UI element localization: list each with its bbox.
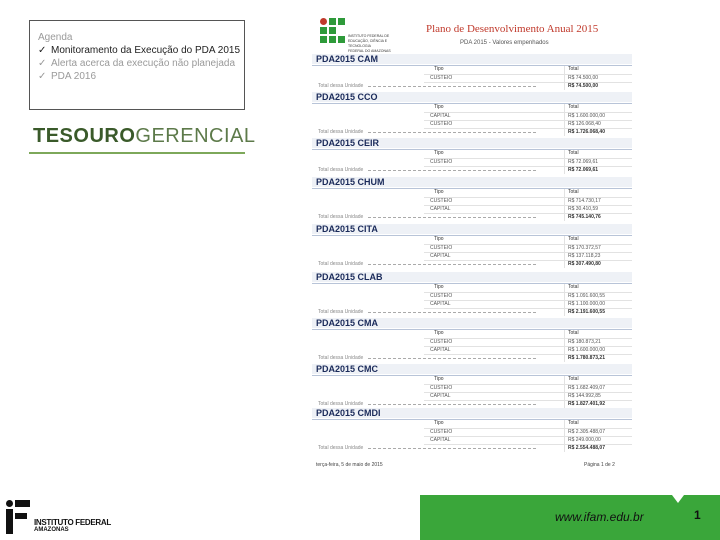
col-tipo-header: Tipo	[434, 150, 444, 156]
row-total: R$ 1.091.600,55	[568, 293, 605, 299]
unit-divider	[312, 235, 632, 236]
col-tipo-header: Tipo	[434, 104, 444, 110]
col-tipo-header: Tipo	[434, 330, 444, 336]
gerencial-text: GERENCIAL	[135, 124, 256, 147]
unit-total-label: Total dessa Unidade	[318, 261, 364, 267]
row-tipo: CUSTEIO	[430, 159, 453, 165]
table-row-line	[424, 82, 632, 83]
row-total: R$ 2.305.488,07	[568, 429, 605, 435]
row-total: R$ 137.118,23	[568, 253, 601, 259]
col-total-header: Total	[568, 66, 579, 72]
row-tipo: CAPITAL	[430, 347, 451, 353]
unit-total-value: R$ 1.827.401,92	[568, 401, 605, 407]
unit-divider	[312, 375, 632, 376]
unit-divider	[312, 419, 632, 420]
col-separator	[564, 150, 565, 174]
row-total: R$ 144.992,85	[568, 393, 601, 399]
report-footer-date: terça-feira, 5 de maio de 2015	[316, 462, 383, 468]
total-leader	[368, 86, 536, 87]
unit-title: PDA2015 CMC	[316, 364, 379, 374]
row-tipo: CUSTEIO	[430, 293, 453, 299]
row-total: R$ 1.100.000,00	[568, 301, 605, 307]
total-leader	[368, 170, 536, 171]
row-tipo: CUSTEIO	[430, 339, 453, 345]
col-total-header: Total	[568, 330, 579, 336]
instituto-federal-mark-icon	[6, 500, 30, 534]
row-tipo: CAPITAL	[430, 113, 451, 119]
total-leader	[368, 404, 536, 405]
row-total: R$ 126.068,40	[568, 121, 601, 127]
table-row-line	[424, 74, 632, 75]
unit-title: PDA2015 CLAB	[316, 272, 383, 282]
tesouro-gerencial-logo	[29, 120, 256, 154]
footer-org-line2: AMAZONAS	[34, 527, 69, 533]
agenda-title: Agenda	[38, 32, 73, 43]
unit-divider	[312, 188, 632, 189]
row-tipo: CAPITAL	[430, 393, 451, 399]
unit-total-label: Total dessa Unidade	[318, 83, 364, 89]
unit-total-value: R$ 2.191.600,55	[568, 309, 605, 315]
total-leader	[368, 217, 536, 218]
row-total: R$ 74.500,00	[568, 75, 599, 81]
unit-title: PDA2015 CEIR	[316, 138, 380, 148]
agenda-item-alerta: ✓ Alerta acerca da execução não planejada	[38, 58, 236, 69]
col-separator	[564, 66, 565, 90]
instituto-federal-logo	[6, 500, 116, 536]
report-subtitle: PDA 2015 - Valores empenhados	[460, 40, 549, 46]
agenda-box	[29, 20, 245, 110]
unit-total-label: Total dessa Unidade	[318, 445, 364, 451]
agenda-item-pda2016: ✓ PDA 2016	[38, 71, 97, 82]
check-icon: ✓	[38, 45, 47, 56]
slide-number: 1	[694, 508, 701, 522]
row-total: R$ 714.730,17	[568, 198, 601, 204]
unit-divider	[312, 329, 632, 330]
col-total-header: Total	[568, 236, 579, 242]
row-total: R$ 1.600.000,00	[568, 113, 605, 119]
col-tipo-header: Tipo	[434, 284, 444, 290]
table-row-line	[424, 158, 632, 159]
row-total: R$ 72.069,61	[568, 159, 599, 165]
col-total-header: Total	[568, 104, 579, 110]
col-total-header: Total	[568, 284, 579, 290]
unit-title: PDA2015 CMDI	[316, 408, 381, 418]
total-leader	[368, 448, 536, 449]
row-tipo: CUSTEIO	[430, 385, 453, 391]
unit-total-label: Total dessa Unidade	[318, 214, 364, 220]
report-title: Plano de Desenvolvimento Anual 2015	[426, 23, 599, 35]
footer-org-line1: INSTITUTO FEDERAL	[34, 518, 111, 527]
col-tipo-header: Tipo	[434, 420, 444, 426]
unit-total-value: R$ 1.726.068,40	[568, 129, 605, 135]
unit-total-value: R$ 74.500,00	[568, 83, 599, 89]
col-total-header: Total	[568, 189, 579, 195]
unit-total-value: R$ 745.140,76	[568, 214, 601, 220]
unit-total-value: R$ 72.069,61	[568, 167, 599, 173]
col-total-header: Total	[568, 376, 579, 382]
row-total: R$ 30.410,59	[568, 206, 599, 212]
row-total: R$ 170.372,57	[568, 245, 601, 251]
unit-title: PDA2015 CHUM	[316, 177, 385, 187]
total-leader	[368, 312, 536, 313]
col-tipo-header: Tipo	[434, 236, 444, 242]
col-total-header: Total	[568, 420, 579, 426]
unit-total-label: Total dessa Unidade	[318, 401, 364, 407]
col-total-header: Total	[568, 150, 579, 156]
col-tipo-header: Tipo	[434, 376, 444, 382]
col-tipo-header: Tipo	[434, 66, 444, 72]
unit-total-value: R$ 307.490,80	[568, 261, 601, 267]
report-footer-page: Página 1 de 2	[584, 462, 615, 468]
row-tipo: CUSTEIO	[430, 429, 453, 435]
row-tipo: CAPITAL	[430, 206, 451, 212]
row-tipo: CUSTEIO	[430, 75, 453, 81]
row-tipo: CAPITAL	[430, 301, 451, 307]
row-tipo: CAPITAL	[430, 253, 451, 259]
row-total: R$ 180.873,21	[568, 339, 601, 345]
table-row-line	[424, 205, 632, 206]
row-total: R$ 249.000,00	[568, 437, 601, 443]
unit-divider	[312, 149, 632, 150]
row-tipo: CUSTEIO	[430, 121, 453, 127]
unit-title: PDA2015 CAM	[316, 54, 379, 64]
pda-report	[312, 12, 632, 472]
unit-total-label: Total dessa Unidade	[318, 167, 364, 173]
unit-total-label: Total dessa Unidade	[318, 129, 364, 135]
ifam-logo-icon	[320, 18, 346, 50]
row-tipo: CAPITAL	[430, 437, 451, 443]
unit-total-value: R$ 2.554.488,07	[568, 445, 605, 451]
check-icon: ✓	[38, 58, 47, 69]
report-org: INSTITUTO FEDERAL DE EDUCAÇÃO, CIÊNCIA E TECNOLOGIA FEDERAL DO AMAZONAS	[348, 34, 391, 53]
total-leader	[368, 264, 536, 265]
col-tipo-header: Tipo	[434, 189, 444, 195]
row-tipo: CUSTEIO	[430, 245, 453, 251]
total-leader	[368, 358, 536, 359]
unit-total-value: R$ 1.780.873,21	[568, 355, 605, 361]
unit-total-label: Total dessa Unidade	[318, 309, 364, 315]
check-icon: ✓	[38, 71, 47, 82]
unit-divider	[312, 103, 632, 104]
row-total: R$ 1.682.409,07	[568, 385, 605, 391]
unit-title: PDA2015 CCO	[316, 92, 378, 102]
total-leader	[368, 132, 536, 133]
row-tipo: CUSTEIO	[430, 198, 453, 204]
table-row-line	[424, 252, 632, 253]
unit-divider	[312, 283, 632, 284]
row-total: R$ 1.600.000,00	[568, 347, 605, 353]
unit-title: PDA2015 CITA	[316, 224, 378, 234]
unit-total-label: Total dessa Unidade	[318, 355, 364, 361]
unit-divider	[312, 65, 632, 66]
agenda-item-monitoramento: ✓ Monitoramento da Execução do PDA 2015	[38, 45, 241, 56]
unit-title: PDA2015 CMA	[316, 318, 379, 328]
table-row-line	[424, 166, 632, 167]
footer-url[interactable]: www.ifam.edu.br	[555, 510, 644, 524]
tesouro-text: TESOURO	[33, 124, 136, 147]
